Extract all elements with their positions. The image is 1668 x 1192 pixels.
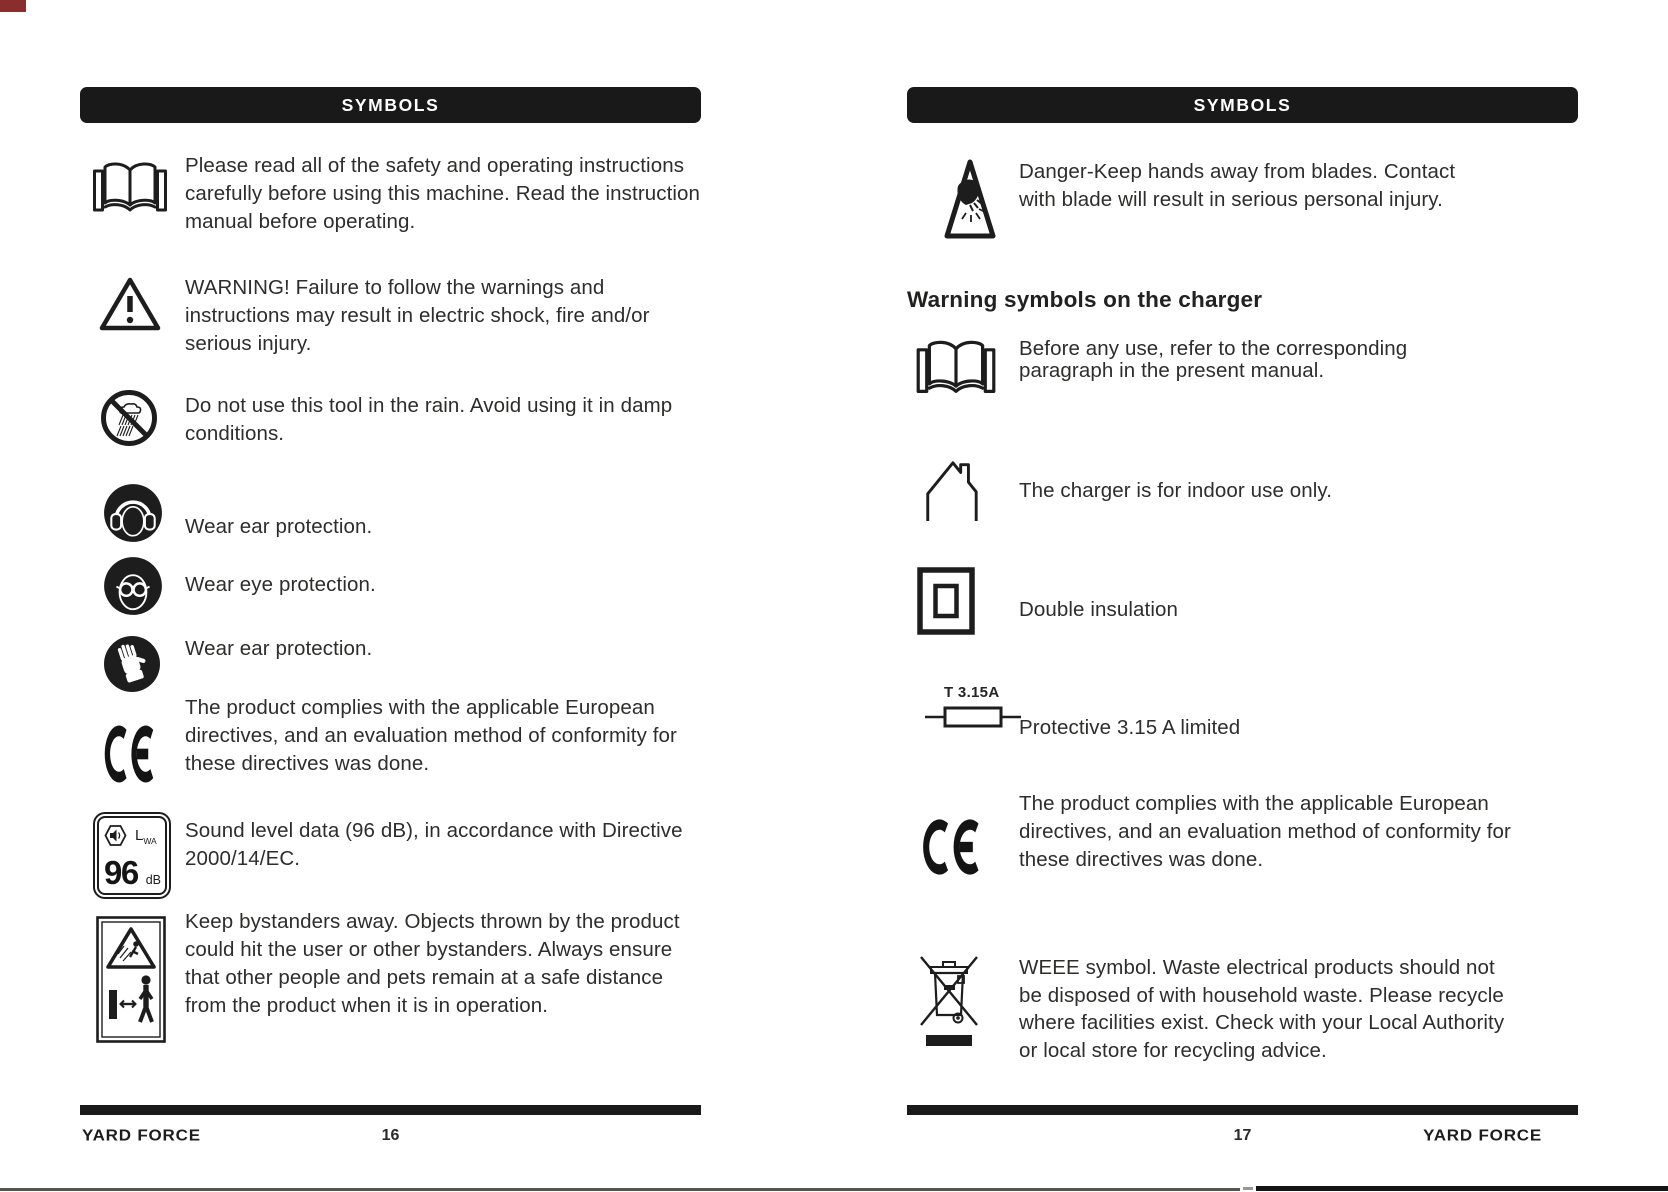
warning-triangle-icon — [98, 275, 162, 333]
symbol-text: WARNING! Failure to follow the warnings and instructions may result in electric shock, fire and/or serious injury. — [185, 276, 650, 355]
brand-logo: YARD FORCE — [1423, 1126, 1542, 1145]
no-rain-icon — [99, 388, 159, 448]
lwa-label: $L_{WA}$ — [135, 827, 157, 846]
page-left — [80, 0, 701, 1192]
symbol-text: Before any use, refer to the corresponding paragraph in the present manual. — [1019, 337, 1408, 382]
symbol-text: Wear ear protection. — [185, 515, 373, 538]
read-manual-icon — [92, 158, 168, 220]
symbol-text: Wear ear protection. — [185, 637, 373, 660]
symbol-text: Do not use this tool in the rain. Avoid using it in damp conditions. — [185, 394, 673, 445]
symbol-text: The product complies with the applicable European directives, and an evaluation method of conformity for these directives was done. — [1019, 792, 1511, 871]
symbol-text: Please read all of the safety and operating instructions carefully before using this machine. Read the instruction manual before operating. — [185, 154, 701, 233]
symbol-text: Danger-Keep hands away from blades. Contact with blade will result in serious personal injury. — [1019, 160, 1456, 211]
gloves-icon — [102, 634, 162, 694]
symbol-text: WEEE symbol. Waste electrical products should not be disposed of with household waste. Please recycle where facilities exist. Check with your Local Authority or local store for recycling advice. — [1019, 956, 1505, 1062]
keep-bystanders-away-icon — [96, 916, 166, 1043]
scan-mark-top-left — [0, 0, 26, 12]
brand-logo: YARD FORCE — [82, 1126, 201, 1145]
symbol-text: The charger is for indoor use only. — [1019, 479, 1333, 502]
read-manual-icon — [915, 336, 997, 402]
page-title-bar — [80, 87, 701, 123]
speaker-icon — [102, 822, 129, 849]
symbol-text: Double insulation — [1019, 598, 1178, 621]
symbol-text: Wear eye protection. — [185, 573, 376, 596]
ce-mark-icon — [920, 816, 984, 878]
sound-level-plate-inner — [97, 816, 167, 895]
double-insulation-icon — [917, 567, 975, 635]
page-title: SYMBOLS — [1193, 95, 1292, 115]
symbol-text: The product complies with the applicable European directives, and an evaluation method of conformity for these directives was done. — [185, 696, 677, 775]
page-right — [907, 0, 1578, 1192]
symbol-text: Protective 3.15 A limited — [1019, 716, 1241, 739]
page-number: 17 — [1233, 1127, 1252, 1144]
symbol-text: Keep bystanders away. Objects thrown by the product could hit the user or other bystanders. Always ensure that other people and pets remain at a safe distance from the product when it is in operation. — [185, 910, 680, 1017]
page-number: 16 — [381, 1127, 400, 1144]
footer-rule — [80, 1105, 701, 1115]
footer-rule — [907, 1105, 1578, 1115]
sound-level-value: 96 — [104, 854, 138, 891]
indoor-use-icon — [920, 453, 982, 521]
ear-protection-icon — [102, 482, 164, 544]
section-heading: Warning symbols on the charger — [907, 287, 1263, 312]
ce-mark-icon — [102, 722, 158, 786]
fuse-rating-label: T 3.15A — [944, 684, 1000, 701]
page-title: SYMBOLS — [341, 95, 440, 115]
blade-danger-icon — [944, 158, 996, 242]
page-title-bar — [907, 87, 1578, 123]
symbol-text: Sound level data (96 dB), in accordance with Directive 2000/14/EC. — [185, 819, 683, 870]
weee-icon — [918, 943, 980, 1047]
sound-level-icon — [93, 812, 171, 899]
eye-protection-icon — [102, 554, 164, 618]
sound-level-unit: dB — [145, 873, 161, 887]
fuse-icon — [925, 703, 1021, 731]
